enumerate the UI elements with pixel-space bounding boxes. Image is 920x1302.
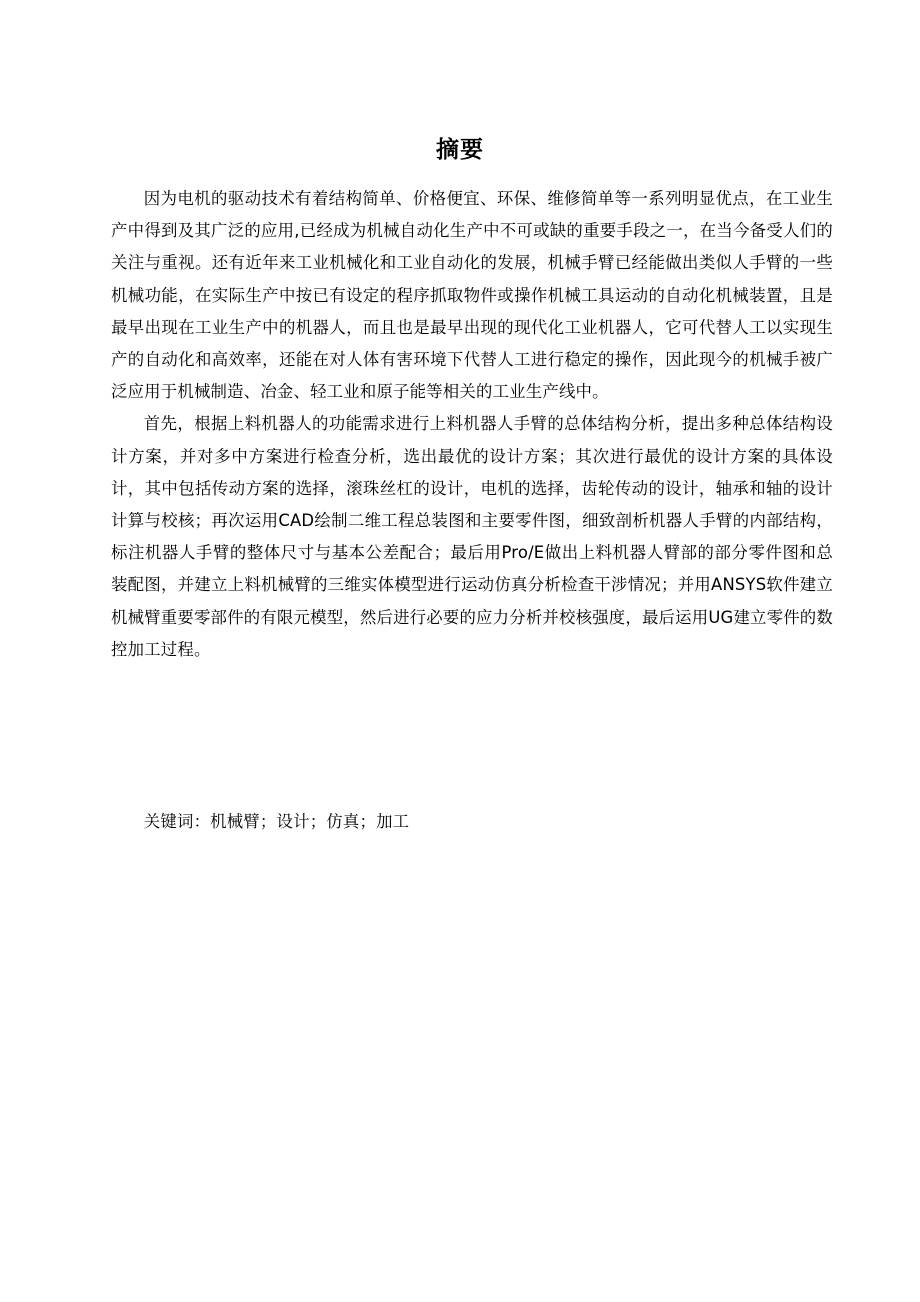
abstract-paragraph-2: 首先，根据上料机器人的功能需求进行上料机器人手臂的总体结构分析，提出多种总体结构设计方案，并对多中方案进行检查分析，选出最优的设计方案；其次进行最优的设计方案的具体设计，其中包括传动方案的选择，滚珠丝杠的设计，电机的选择，齿轮传动的设计，轴承和轴的设计计算与校核；再次运用CAD绘制二维工程总装图和主要零件图，细致剖析机器人手臂的内部结构，标注机器人手臂的整体尺寸与基本公差配合；最后用Pro/E做出上料机器人臂部的部分零件图和总装配图，并建立上料机械臂的三维实体模型进行运动仿真分析检查干涉情况；并用ANSYS软件建立机械臂重要零部件的有限元模型，然后进行必要的应力分析并校核强度，最后运用UG建立零件的数控加工过程。 (111, 414, 833, 659)
abstract-body (111, 183, 833, 666)
keywords-line: 关键词：机械臂；设计；仿真；加工 (143, 812, 410, 831)
page-title: 摘要 (436, 137, 484, 163)
abstract-paragraph-1: 因为电机的驱动技术有着结构简单、价格便宜、环保、维修简单等一系列明显优点，在工业生产中得到及其广泛的应用,已经成为机械自动化生产中不可或缺的重要手段之一，在当今备受人们的关注与重视。还有近年来工业机械化和工业自动化的发展，机械手臂已经能做出类似人手臂的一些机械功能，在实际生产中按已有设定的程序抓取物件或操作机械工具运动的自动化机械装置，且是最早出现在工业生产中的机器人，而且也是最早出现的现代化工业机器人，它可代替人工以实现生产的自动化和高效率，还能在对人体有害环境下代替人工进行稳定的操作，因此现今的机械手被广泛应用于机械制造、冶金、轻工业和原子能等相关的工业生产线中。 (111, 189, 833, 402)
